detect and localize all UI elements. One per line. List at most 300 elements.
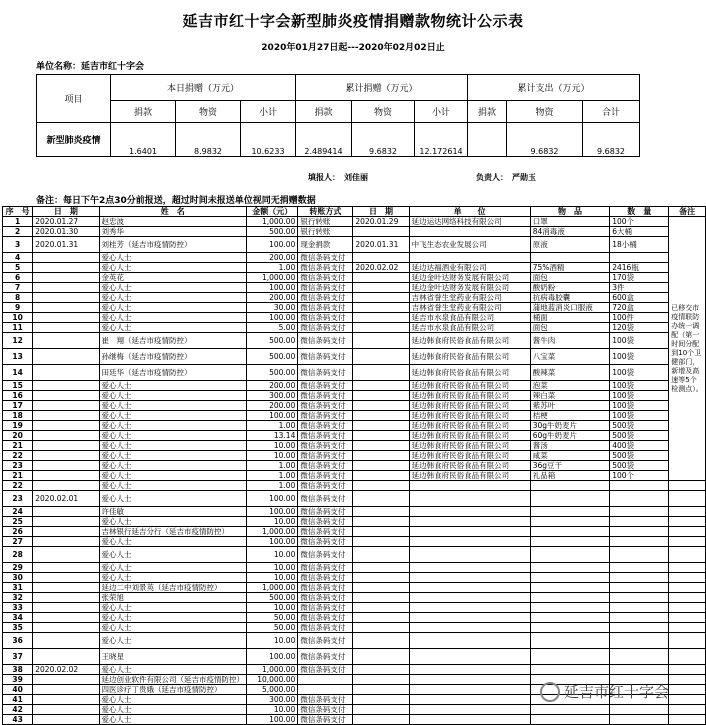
row-method: 微信条码支付 [298,323,353,333]
col-cash: 捐款 [468,101,507,123]
table-row [3,227,706,237]
row-qty: 100个 [610,217,669,227]
row-date [33,481,99,491]
header-goods-date: 日 期 [353,207,409,217]
table-row [3,381,706,391]
row-goods: 桔梗 [530,411,610,421]
row-no: 22 [3,481,33,491]
row-remark [669,649,706,665]
row-method [298,675,353,685]
header-date: 日 期 [33,207,99,217]
row-amount: 10.00 [247,705,298,715]
row-method: 微信条码支付 [298,695,353,705]
row-qty: 100袋 [610,391,669,401]
row-goods: 75%酒精 [530,263,610,273]
row-date [33,517,99,527]
row-method: 微信条码支付 [298,441,353,451]
row-name: 刘秀华 [99,227,247,237]
row-date: 2020.01.30 [33,227,99,237]
row-remark [669,527,706,537]
table-row [3,421,706,431]
row-goods-date [353,583,409,593]
row-unit [409,623,530,633]
row-method: 微信条码支付 [298,253,353,263]
row-amount: 1.00 [247,263,298,273]
row-amount: 1,000.00 [247,527,298,537]
table-row [3,333,706,349]
row-name: 四医诊疗丁贵娥（延吉市疫情防控） [99,685,247,695]
row-name: 刘桂芳（延吉市疫情防控） [99,237,247,253]
row-date [33,391,99,401]
row-method: 微信条码支付 [298,613,353,623]
header-goods: 物 品 [530,207,610,217]
row-method: 微信条码支付 [298,573,353,583]
table-row [3,263,706,273]
row-goods-date [353,421,409,431]
row-goods: 口罩 [530,217,610,227]
row-no: 11 [3,323,33,333]
row-date [33,461,99,471]
row-amount: 10.00 [247,573,298,583]
row-method: 微信条码支付 [298,391,353,401]
date-range: 2020年01月27日起---2020年02月02日止 [261,43,445,53]
row-method: 微信条码支付 [298,705,353,715]
row-unit [409,685,530,695]
row-goods-date [353,391,409,401]
table-row [3,623,706,633]
table-row [3,217,706,227]
row-goods: 礼品箱 [530,471,610,481]
row-method: 微信条码支付 [298,715,353,725]
table-row [3,537,706,547]
row-date [33,323,99,333]
row-goods-date [353,563,409,573]
row-goods: 咸菜 [530,451,610,461]
today-subtotal: 10.6233 [241,123,296,157]
row-method: 微信条码支付 [298,649,353,665]
row-goods [530,491,610,507]
row-date [33,537,99,547]
row-goods: 原液 [530,237,610,253]
row-unit [409,491,530,507]
row-date [33,303,99,313]
row-date [33,583,99,593]
row-goods [530,613,610,623]
row-goods-date [353,431,409,441]
row-unit: 延边金叶达财务发展有限公司 [409,283,530,293]
row-no: 43 [3,715,33,725]
row-qty: 100袋 [610,349,669,365]
row-qty: 100袋 [610,411,669,421]
row-goods-date [353,283,409,293]
row-qty [610,537,669,547]
row-amount: 100.00 [247,715,298,725]
side-remark: 已移交市疫情联防办统一调配（第一时间分配到10个卫健部门，新增及高速等5个检测点）。 [669,217,706,481]
row-method: 银行转账 [298,217,353,227]
row-method: 微信条码支付 [298,623,353,633]
row-goods-date [353,227,409,237]
row-amount: 100.00 [247,649,298,665]
row-goods: 辣白菜 [530,391,610,401]
row-method: 微信条码支付 [298,507,353,517]
row-goods-date [353,349,409,365]
row-amount: 1.00 [247,471,298,481]
col-goods: 物资 [352,101,415,123]
row-goods-date [353,323,409,333]
row-qty: 2416瓶 [610,263,669,273]
row-unit: 延边韩食府民俗食品有限公司 [409,471,530,481]
row-no: 21 [3,441,33,451]
row-remark [669,623,706,633]
table-row [3,349,706,365]
row-amount: 500.00 [247,365,298,381]
row-name: 爱心人士 [99,263,247,273]
row-goods [530,623,610,633]
row-no: 21 [3,471,33,481]
row-goods-date [353,365,409,381]
table-row [3,283,706,293]
row-method: 微信条码支付 [298,421,353,431]
row-unit [409,573,530,583]
table-row [3,547,706,563]
row-amount: 100.00 [247,283,298,293]
row-goods [530,603,610,613]
row-name: 爱心人士 [99,695,247,705]
row-goods: 面包 [530,273,610,283]
table-row [3,573,706,583]
row-amount: 100.00 [247,237,298,253]
table-row [3,593,706,603]
remark-note: 备注：每日下午2点30分前报送，超过时间未报送单位视同无捐赠数据 [36,196,316,206]
row-amount: 200.00 [247,381,298,391]
row-no: 36 [3,633,33,649]
row-amount: 30.00 [247,303,298,313]
row-label: 新型肺炎疫情 [37,123,111,157]
row-date: 2020.02.02 [33,665,99,675]
row-unit: 延边达福酒业有限公司 [409,263,530,273]
row-goods-date [353,333,409,349]
row-name: 崔 翔（延吉市疫情防控） [99,333,247,349]
row-amount: 50.00 [247,623,298,633]
row-name: 爱心人士 [99,481,247,491]
row-date [33,593,99,603]
row-amount: 50.00 [247,613,298,623]
row-name: 爱心人士 [99,613,247,623]
row-no: 34 [3,613,33,623]
row-remark [669,633,706,649]
header-qty: 数 量 [610,207,669,217]
row-goods-date [353,273,409,283]
row-unit [409,517,530,527]
row-amount: 5,000.00 [247,685,298,695]
row-goods [530,649,610,665]
row-name: 爱心人士 [99,603,247,613]
table-row [3,401,706,411]
row-name: 延边创业软件有限公司（延吉市疫情防控） [99,675,247,685]
table-row [3,293,706,303]
row-goods [530,507,610,517]
table-row [3,603,706,613]
row-name: 许佳敏 [99,507,247,517]
row-qty [610,593,669,603]
row-method: 微信条码支付 [298,365,353,381]
row-no: 39 [3,675,33,685]
table-row [3,313,706,323]
row-no: 23 [3,461,33,471]
row-remark [669,491,706,507]
row-no: 16 [3,391,33,401]
row-goods [530,705,610,715]
row-qty [610,507,669,517]
row-goods [530,527,610,537]
row-remark [669,715,706,725]
row-qty: 500袋 [610,431,669,441]
row-unit: 延吉市水泉食品有限公司 [409,323,530,333]
row-unit [409,675,530,685]
row-goods-date [353,715,409,725]
row-qty [610,481,669,491]
row-no: 3 [3,237,33,253]
row-unit: 延边金叶达财务发展有限公司 [409,273,530,283]
row-no: 35 [3,623,33,633]
row-date [33,563,99,573]
row-goods: 60g牛奶麦片 [530,431,610,441]
row-amount: 1.00 [247,481,298,491]
table-row [3,481,706,491]
table-row [3,507,706,517]
row-method: 微信条码支付 [298,665,353,675]
row-no: 33 [3,603,33,613]
row-unit [409,715,530,725]
row-goods-date [353,665,409,675]
row-amount: 10.00 [247,441,298,451]
row-unit [409,633,530,649]
row-unit: 延边韩食府民俗食品有限公司 [409,441,530,451]
header-method: 转账方式 [298,207,353,217]
row-goods: 酸辣菜 [530,365,610,381]
row-date [33,623,99,633]
row-remark [669,705,706,715]
row-unit [409,603,530,613]
row-unit [409,665,530,675]
row-qty: 100袋 [610,401,669,411]
header-amount: 金额（元） [247,207,298,217]
row-method: 微信条码支付 [298,401,353,411]
row-name: 爱心人士 [99,293,247,303]
row-amount: 10.00 [247,603,298,613]
row-method: 微信条码支付 [298,583,353,593]
table-row [3,253,706,263]
row-goods [530,665,610,675]
row-qty: 600盒 [610,293,669,303]
row-amount: 200.00 [247,293,298,303]
cum-cash: 2.489414 [296,123,352,157]
row-method: 微信条码支付 [298,547,353,563]
row-date [33,649,99,665]
row-name: 爱心人士 [99,715,247,725]
row-unit [409,705,530,715]
row-unit: 延边韩食府民俗食品有限公司 [409,333,530,349]
col-cash: 捐款 [111,101,176,123]
row-method: 微信条码支付 [298,527,353,537]
row-method: 微信条码支付 [298,283,353,293]
row-remark [669,573,706,583]
row-unit: 吉林省誉生堂药业有限公司 [409,293,530,303]
row-qty [610,583,669,593]
row-amount: 10.00 [247,563,298,573]
row-method: 微信条码支付 [298,593,353,603]
row-method: 微信条码支付 [298,633,353,649]
row-unit: 延边韩食府民俗食品有限公司 [409,381,530,391]
row-name: 爱心人士 [99,563,247,573]
row-no: 25 [3,517,33,527]
row-unit: 延边韩食府民俗食品有限公司 [409,365,530,381]
row-name: 爱心人士 [99,391,247,401]
row-remark [669,537,706,547]
row-name: 赵忠波 [99,217,247,227]
row-remark [669,695,706,705]
row-qty [610,613,669,623]
row-no: 8 [3,293,33,303]
row-qty [610,491,669,507]
row-name: 爱心人士 [99,461,247,471]
row-date [33,471,99,481]
row-unit [409,563,530,573]
row-name: 爱心人士 [99,633,247,649]
row-goods-date [353,303,409,313]
row-no: 26 [3,527,33,537]
row-unit [409,227,530,237]
row-name: 爱心人士 [99,441,247,451]
row-date [33,527,99,537]
row-method: 微信条码支付 [298,349,353,365]
row-name: 吉林银行延吉分行（延吉市疫情防控） [99,527,247,537]
row-method: 微信条码支付 [298,263,353,273]
row-goods-date [353,313,409,323]
table-row [3,583,706,593]
table-row [3,411,706,421]
table-row [3,303,706,313]
row-qty: 100袋 [610,365,669,381]
row-name: 爱心人士 [99,547,247,563]
col-cash: 捐款 [296,101,352,123]
row-date [33,293,99,303]
row-unit [409,695,530,705]
row-goods-date [353,411,409,421]
leader-signature: 负责人： 严勋玉 [476,173,536,182]
row-goods-date [353,441,409,451]
row-method: 微信条码支付 [298,451,353,461]
row-unit: 吉林省誉生堂药业有限公司 [409,303,530,313]
row-date: 2020.01.31 [33,237,99,253]
row-unit: 延边韩食府民俗食品有限公司 [409,391,530,401]
col-goods: 物资 [176,101,241,123]
row-qty [610,705,669,715]
row-no: 19 [3,421,33,431]
row-qty [610,623,669,633]
row-name: 张荣旭 [99,593,247,603]
row-goods [530,537,610,547]
row-no: 18 [3,411,33,421]
row-name: 爱心人士 [99,471,247,481]
row-no: 37 [3,649,33,665]
row-method: 微信条码支付 [298,273,353,283]
row-qty [610,547,669,563]
row-no: 20 [3,431,33,441]
row-goods [530,517,610,527]
summary-table [36,74,640,157]
row-remark [669,593,706,603]
row-no: 2 [3,227,33,237]
header-unit: 单 位 [409,207,530,217]
table-row [3,451,706,461]
row-no: 14 [3,365,33,381]
out-total: 9.6832 [583,123,640,157]
row-amount: 1,000.00 [247,665,298,675]
table-row [3,471,706,481]
row-goods-date [353,603,409,613]
row-goods-date [353,461,409,471]
filler-signature: 填报人： 刘佳丽 [308,173,368,182]
row-unit: 延边韩食府民俗食品有限公司 [409,401,530,411]
table-row [3,441,706,451]
row-date [33,695,99,705]
row-method: 微信条码支付 [298,537,353,547]
row-name: 王晓星 [99,649,247,665]
row-goods-date: 2020.01.29 [353,217,409,227]
row-amount: 300.00 [247,695,298,705]
row-qty [610,715,669,725]
row-unit: 延边韩食府民俗食品有限公司 [409,411,530,421]
row-unit [409,547,530,563]
row-amount: 100.00 [247,491,298,507]
row-no: 22 [3,451,33,461]
row-method [298,685,353,695]
row-goods: 酸奶粉 [530,283,610,293]
row-unit: 延吉市水泉食品有限公司 [409,313,530,323]
table-row [3,613,706,623]
row-no: 17 [3,401,33,411]
row-date [33,421,99,431]
row-no: 30 [3,573,33,583]
row-date [33,507,99,517]
row-goods: 蒲地蓝消炎口服液 [530,303,610,313]
row-date [33,263,99,273]
row-unit: 延边韩食府民俗食品有限公司 [409,349,530,365]
row-date [33,573,99,583]
row-amount: 10,000.00 [247,675,298,685]
row-amount: 500.00 [247,333,298,349]
row-date [33,633,99,649]
row-amount: 1,000.00 [247,217,298,227]
row-remark [669,507,706,517]
row-name: 爱心人士 [99,451,247,461]
row-qty: 100个 [610,471,669,481]
row-name: 延边二中刘景英（延吉市疫情防控） [99,583,247,593]
row-goods-date [353,623,409,633]
row-remark [669,563,706,573]
row-goods-date [353,253,409,263]
row-amount: 200.00 [247,253,298,263]
table-row [3,323,706,333]
row-no: 5 [3,263,33,273]
row-name: 爱心人士 [99,431,247,441]
row-name: 田廷华（延吉市疫情防控） [99,365,247,381]
row-remark [669,603,706,613]
row-date: 2020.02.01 [33,491,99,507]
row-unit [409,613,530,623]
row-no: 6 [3,273,33,283]
